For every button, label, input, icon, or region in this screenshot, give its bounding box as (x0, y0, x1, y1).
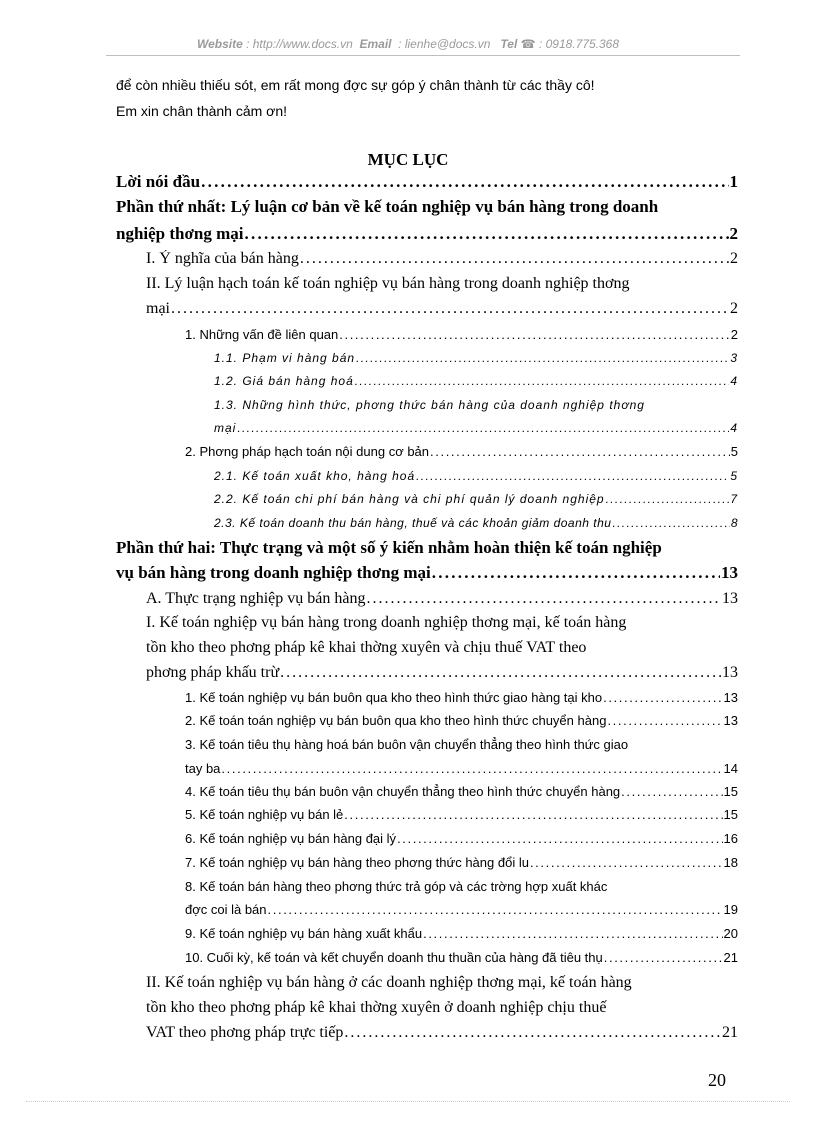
toc-entry[interactable] (185, 831, 738, 846)
toc-entry-title: 10. Cuối kỳ, kế toán và kết chuyển doanh thu thuần của hàng đã tiêu thụ (185, 950, 603, 965)
toc-entry-page: 2 (730, 300, 738, 317)
toc-entry[interactable] (185, 327, 738, 342)
toc-entry-page: 16 (723, 831, 738, 846)
toc-entry[interactable] (116, 172, 738, 192)
toc-entry[interactable] (185, 926, 738, 941)
toc-entry-title: mại (146, 300, 170, 317)
toc-entry-page: 13 (723, 713, 738, 728)
toc-entry-page: 15 (723, 784, 738, 799)
toc-entry-title: mại (214, 421, 237, 435)
toc-entry[interactable] (214, 351, 738, 365)
toc-entry-page: 2 (729, 224, 738, 243)
toc-entry[interactable] (146, 250, 738, 268)
email-text: : lienhe@docs.vn (398, 37, 491, 51)
toc-entry-title: 2.2. Kế toán chi phí bán hàng và chi phí quản lý doanh nghiệp (214, 492, 605, 506)
toc-entry-page: 1 (729, 172, 738, 191)
toc-title: MỤC LỤC (367, 150, 449, 169)
toc-entry-line: Phần thứ nhất: Lý luận cơ bản về kế toán nghiệp vụ bán hàng trong doanh (116, 197, 659, 216)
toc-entry-line: 3. Kế toán tiêu thụ hàng hoá bán buôn vận chuyển thẳng theo hình thức giao (185, 737, 629, 752)
toc-entry-title: 5. Kế toán nghiệp vụ bán lẻ (185, 807, 344, 822)
intro-line-2: Em xin chân thành cảm ơn! (116, 103, 288, 119)
toc-entry-page: 3 (730, 351, 738, 365)
toc-entry-title: 2. Kế toán toán nghiệp vụ bán buôn qua kho theo hình thức chuyển hàng (185, 713, 607, 728)
toc-entry[interactable] (214, 516, 738, 530)
toc-entry-page: 13 (723, 690, 738, 705)
toc-entry-line: 8. Kế toán bán hàng theo phơng thức trả góp và các trờng hợp xuất khác (185, 879, 608, 894)
toc-entry[interactable] (185, 784, 738, 799)
toc-entry-page: 13 (721, 563, 738, 582)
toc-entry-page: 4 (730, 421, 738, 435)
toc-entry[interactable] (185, 950, 738, 965)
toc-entry[interactable] (185, 713, 738, 728)
toc-entry-page: 15 (723, 807, 738, 822)
toc-entry-title: VAT theo phơng pháp trực tiếp (146, 1024, 344, 1041)
toc-entry-line: tồn kho theo phơng pháp kê khai thờng xuyên và chịu thuế VAT theo (146, 639, 587, 656)
toc-entry-title: vụ bán hàng trong doanh nghiệp thơng mại (116, 563, 431, 582)
toc-entry-title: 1. Kế toán nghiệp vụ bán buôn qua kho theo hình thức giao hàng tại kho (185, 690, 603, 705)
toc-entry-line: I. Kế toán nghiệp vụ bán hàng trong doanh nghiệp thơng mại, kế toán hàng (146, 614, 627, 631)
toc-entry[interactable] (146, 590, 738, 608)
toc-entry-page: 8 (730, 516, 738, 530)
toc-entry[interactable] (214, 492, 738, 506)
toc-entry-page: 21 (722, 1024, 738, 1041)
tel-label: Tel (500, 37, 518, 51)
toc-entry-page: 13 (722, 590, 738, 607)
page-number: 20 (708, 1070, 726, 1090)
toc-entry[interactable] (185, 690, 738, 705)
toc-entry-title: I. Ý nghĩa của bán hàng (146, 250, 299, 267)
email-label: Email (359, 37, 392, 51)
toc-entry-page: 18 (723, 855, 738, 870)
footer-divider (26, 1101, 790, 1102)
toc-entry-line: II. Lý luận hạch toán kế toán nghiệp vụ bán hàng trong doanh nghiệp thơng (146, 275, 630, 292)
toc-entry-title: A. Thực trạng nghiệp vụ bán hàng (146, 590, 366, 607)
toc-entry-page: 14 (723, 761, 738, 776)
toc-entry-title: 6. Kế toán nghiệp vụ bán hàng đại lý (185, 831, 397, 846)
toc-entry-page: 21 (723, 950, 738, 965)
toc-entry[interactable] (146, 664, 738, 682)
toc-entry-title: 2. Phơng pháp hạch toán nội dung cơ bản (185, 444, 430, 459)
website-label: Website (196, 37, 243, 51)
toc-entry-page: 2 (730, 250, 738, 267)
toc-entry[interactable] (185, 761, 738, 776)
toc-entry-line: tồn kho theo phơng pháp kê khai thờng xuyên ở doanh nghiệp chịu thuế (146, 999, 607, 1016)
toc-entry[interactable] (116, 563, 738, 583)
toc-entry[interactable] (146, 1024, 738, 1042)
toc-entry-page: 19 (723, 902, 738, 917)
toc-entry-line: 1.3. Những hình thức, phơng thức bán hàng của doanh nghiệp thơng (214, 398, 645, 412)
toc-entry-line: Phần thứ hai: Thực trạng và một số ý kiến nhằm hoàn thiện kế toán nghiệp (116, 538, 662, 557)
toc-entry[interactable] (116, 224, 738, 244)
toc-entry-page: 13 (722, 664, 738, 681)
toc-entry-title: 1.2. Giá bán hàng hoá (214, 374, 354, 388)
toc-entry-page: 7 (730, 492, 738, 506)
website-text: : http://www.docs.vn (246, 37, 353, 51)
intro-line-1: để còn nhiều thiếu sót, em rất mong đợc sự góp ý chân thành từ các thầy cô! (116, 77, 595, 93)
toc-entry-page: 5 (730, 444, 738, 459)
toc-entry[interactable] (185, 902, 738, 917)
toc-entry-title: 2.1. Kế toán xuất kho, hàng hoá (214, 469, 416, 483)
toc-entry-title: tay ba (185, 761, 221, 776)
toc-entry-page: 2 (730, 327, 738, 342)
toc-entry-page: 4 (730, 374, 738, 388)
toc-entry-title: 7. Kế toán nghiệp vụ bán hàng theo phơng thức hàng đổi lu (185, 855, 529, 870)
toc-entry[interactable] (185, 807, 738, 822)
toc-entry-line: II. Kế toán nghiệp vụ bán hàng ở các doanh nghiệp thơng mại, kế toán hàng (146, 974, 632, 991)
toc-entry-title: 4. Kế toán tiêu thụ bán buôn vận chuyển thẳng theo hình thức chuyển hàng (185, 784, 621, 799)
toc-entry-title: đợc coi là bán (185, 902, 267, 917)
toc-entry[interactable] (214, 374, 738, 388)
toc-entry-title: Lời nói đầu (116, 172, 201, 191)
toc-entry-title: 9. Kế toán nghiệp vụ bán hàng xuất khẩu (185, 926, 423, 941)
toc-entry[interactable] (185, 444, 738, 459)
toc-entry[interactable] (146, 300, 738, 318)
toc-entry-title: 1.1. Phạm vi hàng bán (214, 351, 356, 365)
toc-entry-title: nghiệp thơng mại (116, 224, 244, 243)
tel-text: ☎ : 0918.775.368 (520, 37, 620, 51)
toc-entry[interactable] (214, 421, 738, 435)
toc-entry[interactable] (185, 855, 738, 870)
toc-entry-page: 5 (730, 469, 738, 483)
toc-entry-page: 20 (723, 926, 738, 941)
toc-entry-title: 2.3. Kế toán doanh thu bán hàng, thuế và các khoản giảm doanh thu (214, 516, 612, 530)
toc-entry-title: phơng pháp khấu trừ (146, 664, 280, 681)
toc-entry[interactable] (214, 469, 738, 483)
toc-entry-title: 1. Những vấn đề liên quan (185, 327, 339, 342)
